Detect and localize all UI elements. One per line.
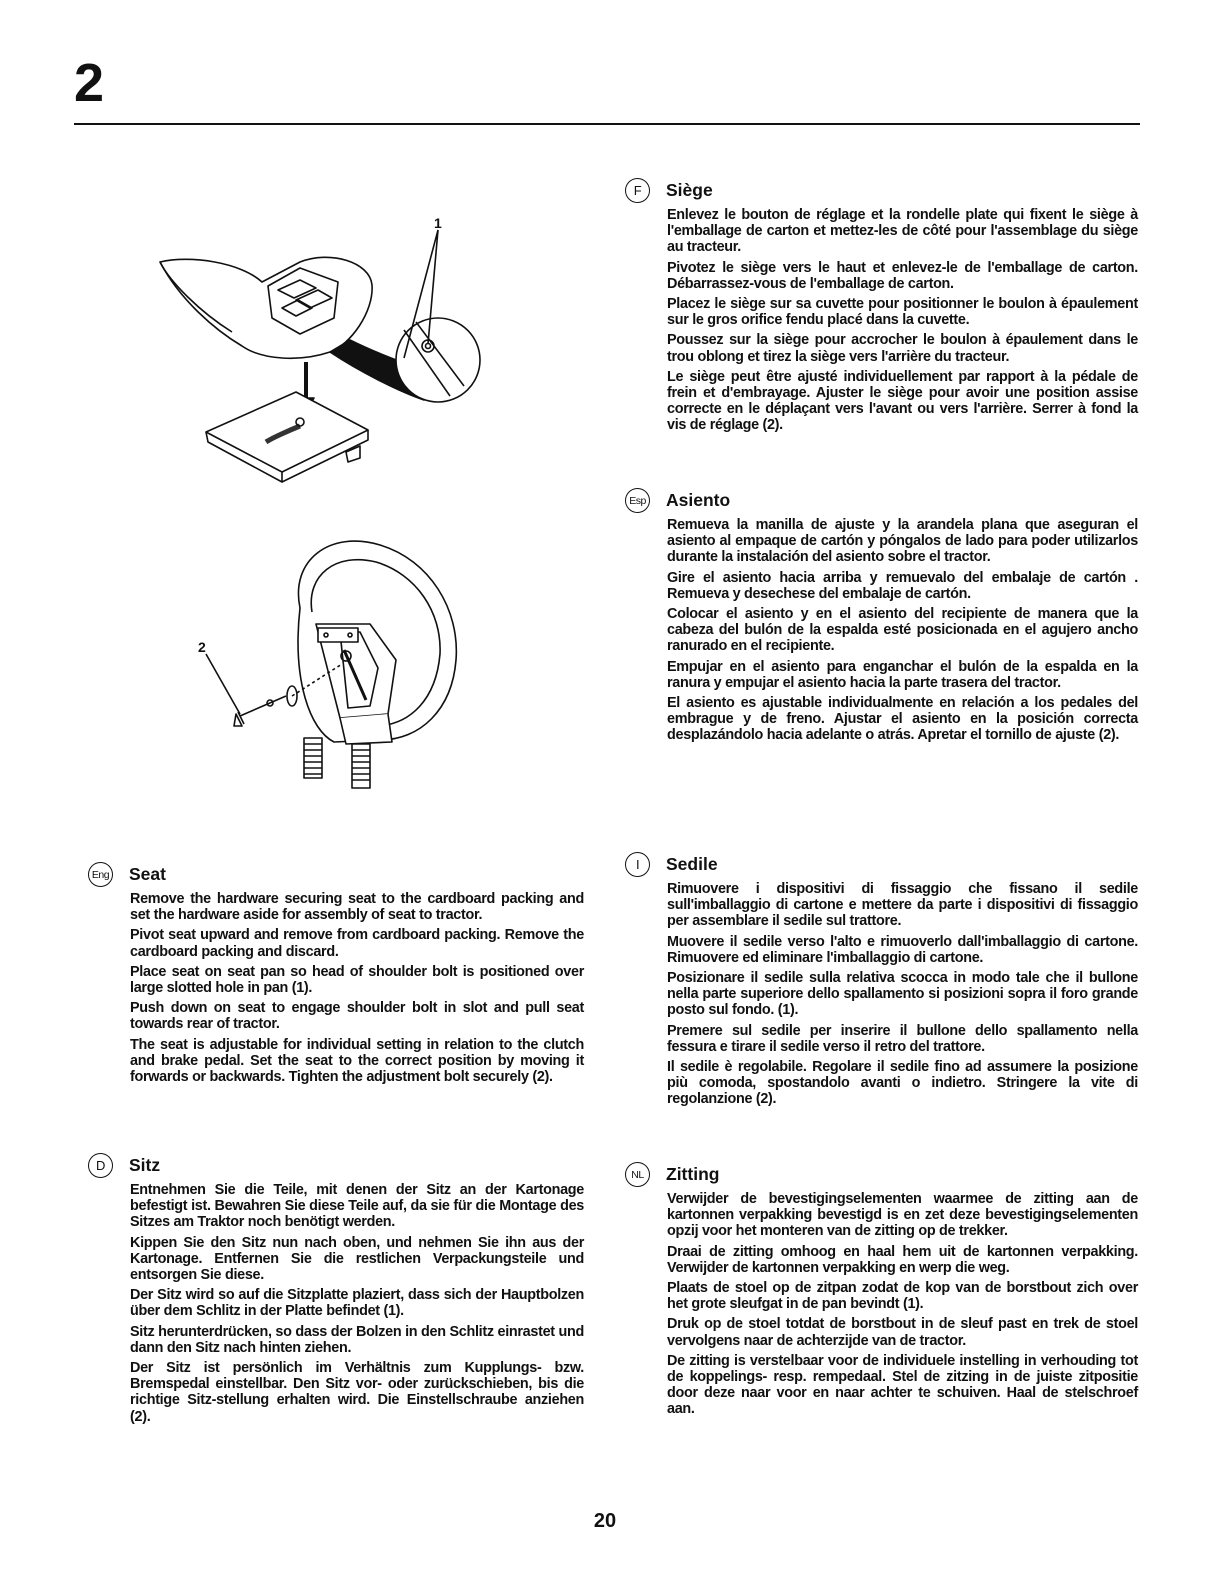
paragraph: Colocar el asiento y en el asiento del recipiente de manera que la cabeza del bulón de la espalda esté posicionada en el agujero ancho ranurado en el recipiente. bbox=[667, 606, 1138, 655]
paragraph: Pivotez le siège vers le haut et enlevez-le de l'emballage de carton. Débarrassez-vous de l'emballage de carton. bbox=[667, 259, 1138, 292]
paragraph: Der Sitz ist persönlich im Verhältnis zum Kupplungs- bzw. Bremspedal einstellbar. Den Sitz vor- oder zurückschieben, bis die richtige Sitz-stellung erhalten wird. Die Einstellschraube anziehen (2). bbox=[130, 1360, 584, 1425]
paragraph: El asiento es ajustable individualmente en relación a los pedales del embrague y de freno. Ajustar el asiento en la posición correcta desplazándolo hacia adelante o atrás. Apretar el tornillo de ajuste (2). bbox=[667, 695, 1138, 744]
seat-assembly-illustration bbox=[150, 210, 490, 810]
section-title: Zitting bbox=[666, 1164, 720, 1184]
paragraph: Premere sul sedile per inserire il bullone dello spallamento nella fessura e tirare il sedile verso il retro del trattore. bbox=[667, 1022, 1138, 1055]
section-title: Asiento bbox=[666, 490, 731, 510]
paragraph: Place seat on seat pan so head of shoulder bolt is positioned over large slotted hole in pan (1). bbox=[130, 963, 584, 997]
paragraph: Enlevez le bouton de réglage et la rondelle plate qui fixent le siège à l'emballage de carton et mettez-les de côté pour l'assemblage du siège au tracteur. bbox=[667, 207, 1138, 256]
paragraph: Der Sitz wird so auf die Sitzplatte plaziert, dass sich der Hauptbolzen über dem Schlitz in der Platte befindet (1). bbox=[130, 1287, 584, 1320]
language-badge-icon: F bbox=[625, 178, 650, 203]
paragraph: The seat is adjustable for individual setting in relation to the clutch and brake pedal. Set the seat to the correct position by moving it forwards or backwards. Tighten the adjustment bolt securely (2). bbox=[130, 1036, 584, 1086]
section-english bbox=[88, 862, 584, 1089]
section-italian bbox=[625, 852, 1138, 1112]
section-spanish bbox=[625, 488, 1138, 748]
section-title: Siège bbox=[666, 180, 713, 200]
header-rule bbox=[74, 123, 1140, 125]
language-badge-icon: I bbox=[625, 852, 650, 877]
language-badge-icon: Eng bbox=[88, 862, 113, 887]
paragraph: Posizionare il sedile sulla relativa scocca in modo tale che il bullone nella parte superiore dello spallamento si posizioni sopra il foro grande posto sul fondo. (1). bbox=[667, 970, 1138, 1019]
paragraph: De zitting is verstelbaar voor de individuele instelling in verhouding tot de koppelings- resp. rempedaal. Stel de zitzing in de juiste zitpositie door deze naar voor en naar achter te schuiven. Haal de stelschroef aan. bbox=[667, 1352, 1138, 1418]
chapter-number: 2 bbox=[74, 53, 105, 113]
seat-upper-shape bbox=[160, 257, 372, 358]
section-french bbox=[625, 178, 1138, 438]
seat-springs bbox=[304, 738, 370, 788]
paragraph: Draai de zitting omhoog en haal hem uit de kartonnen verpakking. Verwijder de kartonnen verpakking en werp die weg. bbox=[667, 1243, 1138, 1276]
paragraph: Push down on seat to engage shoulder bolt in slot and pull seat towards rear of tractor. bbox=[130, 1000, 584, 1033]
paragraph: Placez le siège sur sa cuvette pour positionner le boulon à épaulement sur le gros orifice fendu placé dans la cuvette. bbox=[667, 296, 1138, 329]
section-title: Sitz bbox=[129, 1155, 161, 1175]
paragraph: Sitz herunterdrücken, so dass der Bolzen in den Schlitz einrastet und dann den Sitz nach hinten ziehen. bbox=[130, 1323, 584, 1356]
section-german bbox=[88, 1153, 584, 1429]
detail-magnifier bbox=[396, 318, 480, 402]
paragraph: Rimuovere i dispositivi di fissaggio che fissano il sedile sull'imballaggio di cartone e mettere da parte i dispositivi di fissaggio per assemblare il sedile sul trattore. bbox=[667, 881, 1138, 930]
paragraph: Plaats de stoel op de zitpan zodat de kop van de borstbout zich over het grote sleufgat in de pan bevindt (1). bbox=[667, 1280, 1138, 1313]
language-badge-icon: Esp bbox=[625, 488, 650, 513]
section-title: Seat bbox=[129, 864, 166, 884]
paragraph: Remove the hardware securing seat to the cardboard packing and set the hardware aside for assembly of seat to tractor. bbox=[130, 891, 584, 924]
paragraph: Verwijder de bevestigingselementen waarmee de zitting aan de kartonnen verpakking bevestigd is en zet deze bevestigingselementen opzij voor het monteren van de zitting op de trekker. bbox=[667, 1191, 1138, 1240]
section-dutch bbox=[625, 1162, 1138, 1422]
paragraph: Muovere il sedile verso l'alto e rimuoverlo dall'imballaggio di cartone. Rimuovere ed eliminare l'imballaggio di cartone. bbox=[667, 933, 1138, 966]
language-badge-icon: D bbox=[88, 1153, 113, 1178]
paragraph: Il sedile è regolabile. Regolare il sedile fino ad assumere la posizione più comoda, spostandolo avanti o indietro. Stringere la vite di regolanzione (2). bbox=[667, 1059, 1138, 1108]
paragraph: Poussez sur la siège pour accrocher le boulon à épaulement dans le trou oblong et tirez la siège vers l'arrière du tracteur. bbox=[667, 332, 1138, 365]
paragraph: Druk op de stoel totdat de borstbout in de sleuf past en trek de stoel vervolgens naar de achterzijde van de tractor. bbox=[667, 1316, 1138, 1349]
section-title: Sedile bbox=[666, 854, 718, 874]
paragraph: Kippen Sie den Sitz nun nach oben, und nehmen Sie ihn aus der Kartonage. Entfernen Sie die restlichen Verpackungsteile und entsorgen Sie diese. bbox=[130, 1234, 584, 1284]
page-number: 20 bbox=[593, 1510, 617, 1532]
callout-2: 2 bbox=[198, 639, 206, 655]
paragraph: Empujar en el asiento para enganchar el bulón de la espalda en la ranura y empujar el asiento hacia la parte trasera del tractor. bbox=[667, 658, 1138, 691]
paragraph: Pivot seat upward and remove from cardboard packing. Remove the cardboard packing and discard. bbox=[130, 927, 584, 960]
paragraph: Remueva la manilla de ajuste y la arandela plana que aseguran el asiento al empaque de cartón y póngalos de lado para poder utilizarlos durante la instalación del asiento sobre el tractor. bbox=[667, 517, 1138, 566]
paragraph: Entnehmen Sie die Teile, mit denen der Sitz an der Kartonage befestigt ist. Bewahren Sie diese Teile auf, da sie für die Montage des Sitzes am Traktor noch benötigt werden. bbox=[130, 1182, 584, 1231]
paragraph: Gire el asiento hacia arriba y remuevalo del embalaje de cartón . Remueva y desechese del embalaje de cartón. bbox=[667, 569, 1138, 602]
paragraph: Le siège peut être ajusté individuellement par rapport à la pédale de frein et d'embrayage. Ajuster le siège pour avoir une position assise correcte en le déplaçant vers l'avant ou vers l'arrière. Serrer à fond la vis de réglage (2). bbox=[667, 368, 1138, 434]
language-badge-icon: NL bbox=[625, 1162, 650, 1187]
callout-1: 1 bbox=[434, 215, 442, 231]
